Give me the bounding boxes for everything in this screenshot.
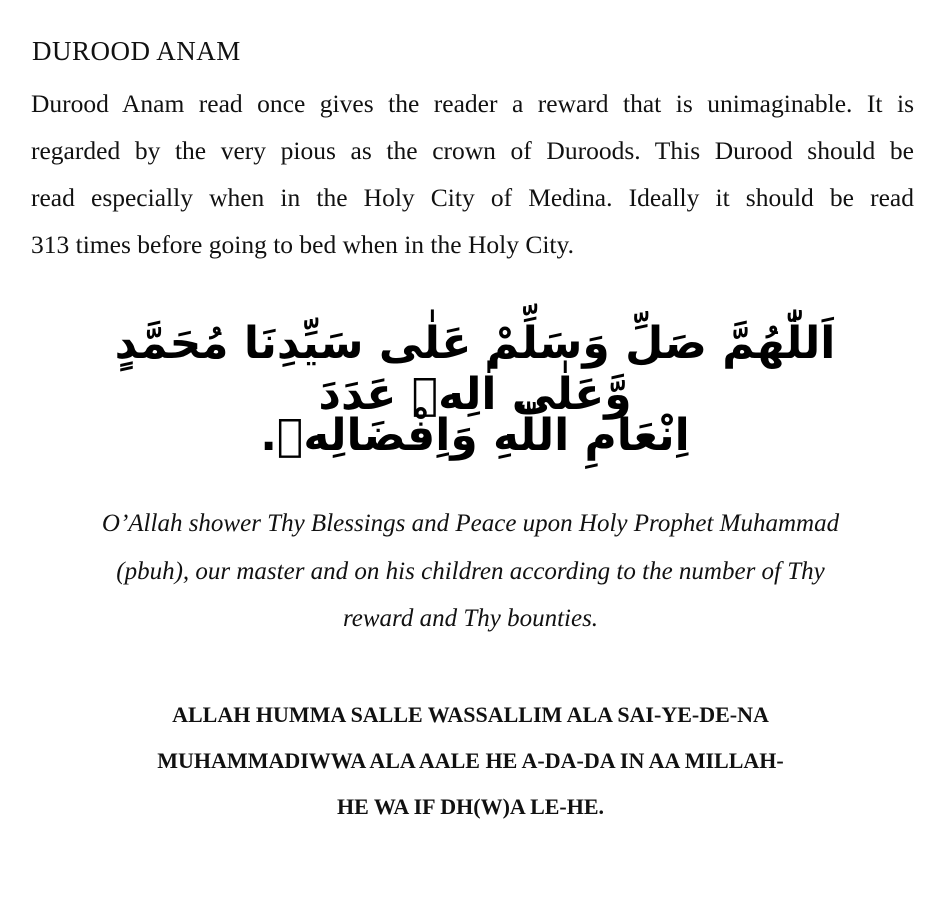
translation-line: O’Allah shower Thy Blessings and Peace upon Holy Prophet Muhammad bbox=[101, 510, 840, 537]
transliteration bbox=[20, 692, 921, 830]
description-paragraph bbox=[31, 80, 914, 268]
arabic-text-line: اَللّٰهُمَّ صَلِّ وَسَلِّمْ عَلٰى سَيِّدِنَا مُحَمَّدٍ وَّعَلٰى اٰلِهٖ عَدَدَ bbox=[114, 318, 836, 420]
transliteration-line: ALLAH HUMMA SALLE WASSALLIM ALA SAI-YE-DE-NA bbox=[172, 702, 769, 727]
paragraph-line: 313 times before going to bed when in the Holy City. bbox=[31, 230, 574, 259]
arabic-text-line: اِنْعَامِ اللّٰهِ وَاِفْضَالِهٖ. bbox=[260, 410, 690, 461]
transliteration-line: HE WA IF DH(W)A LE-HE. bbox=[336, 794, 605, 819]
paragraph-line: Durood Anam read once gives the reader a reward that is unimaginable. It is bbox=[31, 89, 914, 118]
translation-line: (pbuh), our master and on his children according to the number of Thy bbox=[116, 557, 825, 585]
transliteration-line: MUHAMMADIWWA ALA AALE HE A-DA-DA IN AA MILLAH- bbox=[157, 748, 784, 773]
translation-line: reward and Thy bounties. bbox=[342, 605, 599, 632]
page-title: DUROOD ANAM bbox=[32, 36, 241, 66]
paragraph-line: read especially when in the Holy City of Medina. Ideally it should be read bbox=[31, 183, 914, 212]
paragraph-line: regarded by the very pious as the crown of Duroods. This Durood should be bbox=[31, 136, 914, 165]
english-translation bbox=[20, 500, 921, 643]
